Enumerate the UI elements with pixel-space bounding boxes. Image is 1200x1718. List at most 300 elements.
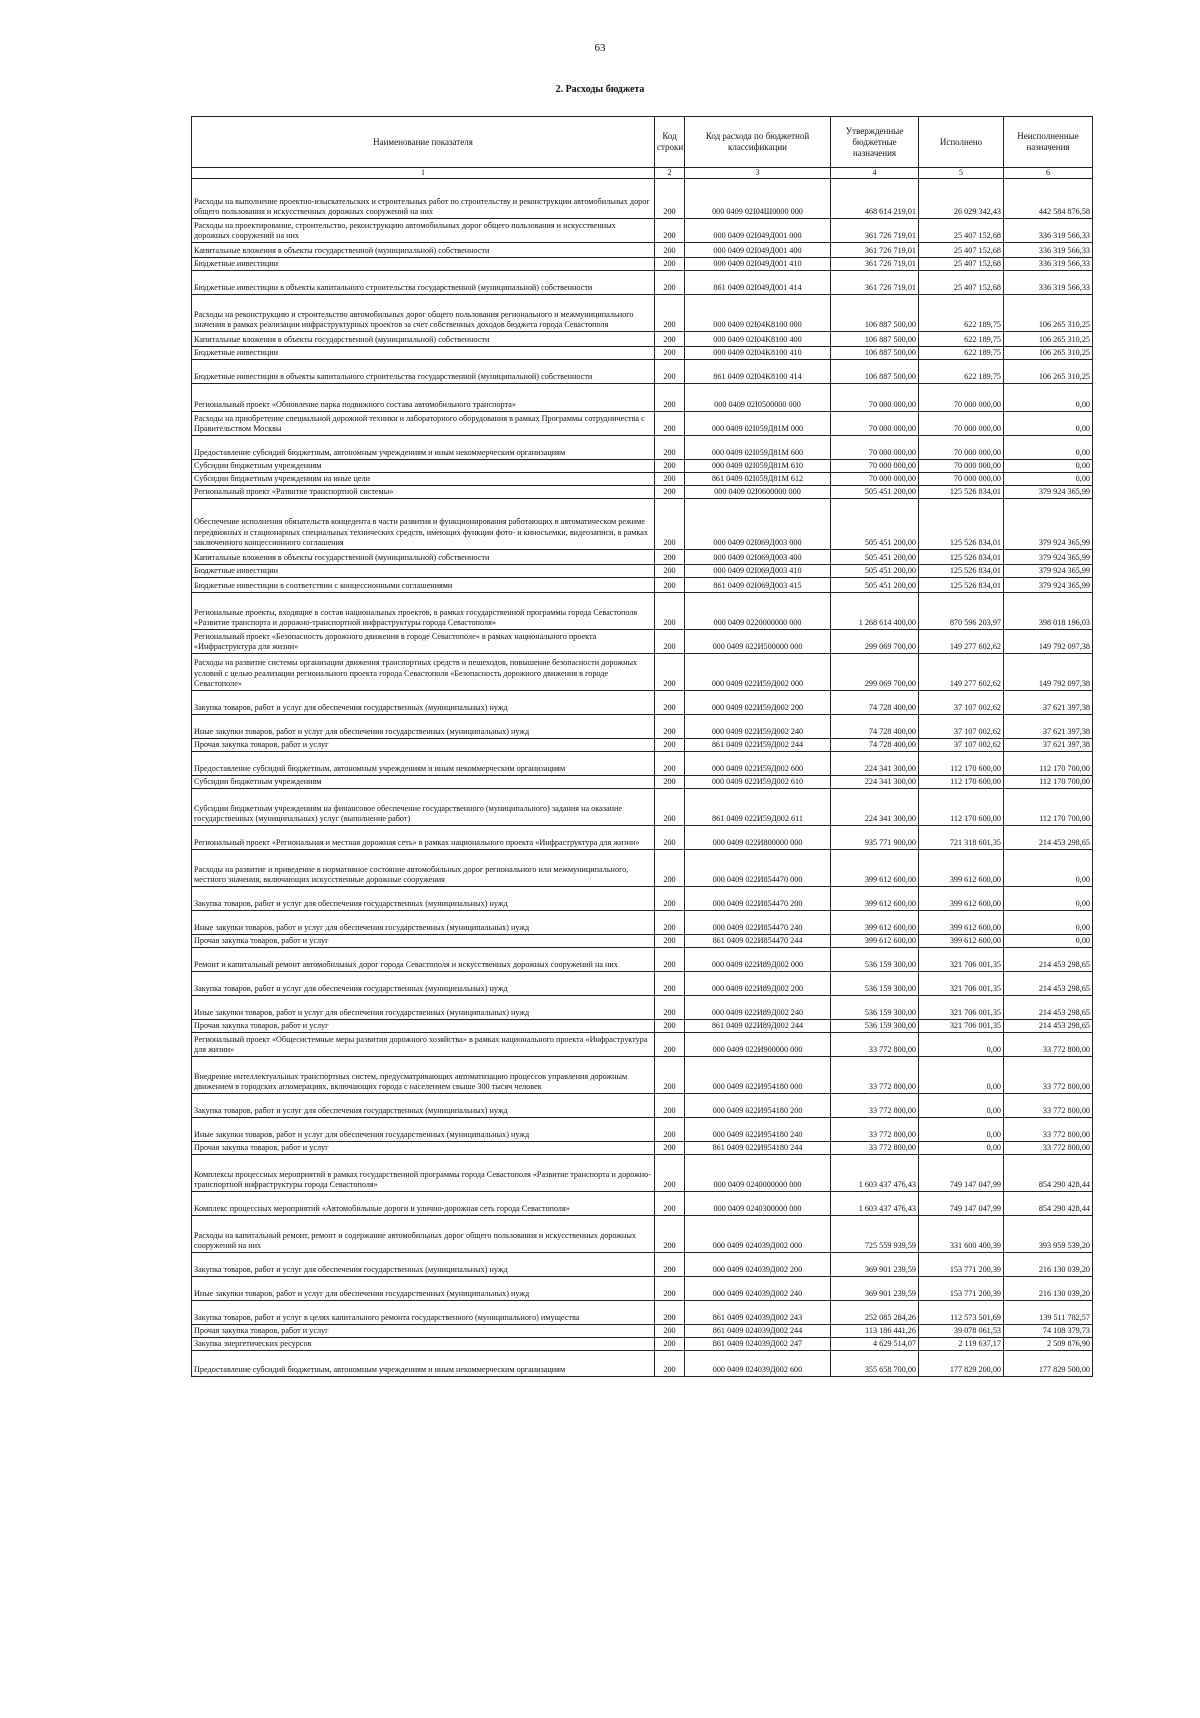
row-executed-amount: 0,00: [919, 1118, 1004, 1142]
row-classification-code: 000 0409 022И800000 000: [685, 826, 831, 850]
row-line-code: 200: [655, 1253, 685, 1277]
table-row: [192, 295, 1093, 332]
row-unexecuted-amount: 0,00: [1004, 935, 1093, 948]
row-name: Закупка товаров, работ и услуг для обеспечения государственных (муниципальных) нужд: [192, 887, 655, 911]
row-line-code: 200: [655, 715, 685, 739]
table-row: [192, 630, 1093, 654]
row-name: Прочая закупка товаров, работ и услуг: [192, 1142, 655, 1155]
row-classification-code: 000 0409 02I069Д003 400: [685, 550, 831, 565]
row-unexecuted-amount: 2 509 876,90: [1004, 1338, 1093, 1351]
row-unexecuted-amount: 398 018 196,03: [1004, 593, 1093, 630]
table-row: [192, 1155, 1093, 1192]
row-approved-amount: 505 451 200,00: [831, 499, 919, 550]
row-classification-code: 000 0409 02I04K8100 000: [685, 295, 831, 332]
row-unexecuted-amount: 0,00: [1004, 473, 1093, 486]
row-unexecuted-amount: 214 453 298,65: [1004, 972, 1093, 996]
row-line-code: 200: [655, 972, 685, 996]
row-name: Прочая закупка товаров, работ и услуг: [192, 739, 655, 752]
row-line-code: 200: [655, 295, 685, 332]
row-executed-amount: 70 000 000,00: [919, 412, 1004, 436]
row-name: Закупка товаров, работ и услуг для обеспечения государственных (муниципальных) нужд: [192, 691, 655, 715]
row-line-code: 200: [655, 1155, 685, 1192]
row-line-code: 200: [655, 258, 685, 271]
row-classification-code: 000 0409 022И59Д002 610: [685, 776, 831, 789]
row-unexecuted-amount: 854 290 428,44: [1004, 1155, 1093, 1192]
row-line-code: 200: [655, 1216, 685, 1253]
table-row: [192, 436, 1093, 460]
row-line-code: 200: [655, 948, 685, 972]
row-line-code: 200: [655, 752, 685, 776]
row-unexecuted-amount: 379 924 365,99: [1004, 578, 1093, 593]
row-executed-amount: 870 596 203,97: [919, 593, 1004, 630]
row-line-code: 200: [655, 1057, 685, 1094]
row-name: Региональный проект «Обновление парка подвижного состава автомобильного транспорта»: [192, 384, 655, 412]
row-line-code: 200: [655, 1094, 685, 1118]
column-number-row: [192, 168, 1093, 179]
row-line-code: 200: [655, 179, 685, 219]
row-classification-code: 000 0409 0240300000 000: [685, 1192, 831, 1216]
row-classification-code: 000 0409 02I04K8100 410: [685, 347, 831, 360]
row-approved-amount: 505 451 200,00: [831, 486, 919, 499]
row-name: Субсидии бюджетным учреждениям: [192, 460, 655, 473]
row-unexecuted-amount: 106 265 310,25: [1004, 360, 1093, 384]
row-executed-amount: 112 170 600,00: [919, 752, 1004, 776]
row-approved-amount: 113 186 441,26: [831, 1325, 919, 1338]
row-name: Закупка энергетических ресурсов: [192, 1338, 655, 1351]
budget-expenses-table: [191, 116, 1093, 1377]
row-approved-amount: 399 612 600,00: [831, 850, 919, 887]
row-executed-amount: 25 407 152,68: [919, 243, 1004, 258]
row-name: Обеспечение исполнения обязательств концедента в части развития и функционирования работающих в автоматическом режиме передвижных и стационарных специальных технических средств, имеющих функции фото- и киносъемки, видеозаписи, в рамках заключенного концессионного соглашения: [192, 499, 655, 550]
row-executed-amount: 399 612 600,00: [919, 935, 1004, 948]
row-classification-code: 000 0409 02I059Д81М 610: [685, 460, 831, 473]
row-executed-amount: 70 000 000,00: [919, 460, 1004, 473]
row-classification-code: 861 0409 024039Д002 247: [685, 1338, 831, 1351]
row-executed-amount: 749 147 047,99: [919, 1155, 1004, 1192]
row-executed-amount: 0,00: [919, 1033, 1004, 1057]
row-classification-code: 861 0409 02I059Д81М 612: [685, 473, 831, 486]
row-name: Закупка товаров, работ и услуг в целях капитального ремонта государственного (муниципального) имущества: [192, 1301, 655, 1325]
row-line-code: 200: [655, 436, 685, 460]
row-approved-amount: 106 887 500,00: [831, 347, 919, 360]
header-name: Наименование показателя: [192, 117, 655, 168]
row-line-code: 200: [655, 1192, 685, 1216]
row-executed-amount: 149 277 602,62: [919, 654, 1004, 691]
row-approved-amount: 536 159 300,00: [831, 948, 919, 972]
row-executed-amount: 622 189,75: [919, 360, 1004, 384]
row-executed-amount: 25 407 152,68: [919, 258, 1004, 271]
row-unexecuted-amount: 336 319 566,33: [1004, 258, 1093, 271]
table-row: [192, 473, 1093, 486]
row-name: Бюджетные инвестиции в объекты капитального строительства государственной (муниципальной) собственности: [192, 271, 655, 295]
row-executed-amount: 321 706 001,35: [919, 996, 1004, 1020]
row-executed-amount: 331 600 400,39: [919, 1216, 1004, 1253]
row-name: Прочая закупка товаров, работ и услуг: [192, 935, 655, 948]
table-row: [192, 752, 1093, 776]
header-executed: Исполнено: [919, 117, 1004, 168]
row-classification-code: 000 0409 02I069Д003 410: [685, 565, 831, 578]
row-executed-amount: 622 189,75: [919, 347, 1004, 360]
row-line-code: 200: [655, 486, 685, 499]
row-name: Закупка товаров, работ и услуг для обеспечения государственных (муниципальных) нужд: [192, 972, 655, 996]
row-name: Бюджетные инвестиции в объекты капитального строительства государственной (муниципальной) собственности: [192, 360, 655, 384]
row-executed-amount: 70 000 000,00: [919, 473, 1004, 486]
row-classification-code: 000 0409 022И59Д002 000: [685, 654, 831, 691]
row-approved-amount: 1 268 614 400,00: [831, 593, 919, 630]
row-approved-amount: 74 728 400,00: [831, 715, 919, 739]
row-line-code: 200: [655, 1325, 685, 1338]
row-name: Предоставление субсидий бюджетным, автономным учреждениям и иным некоммерческим организациям: [192, 1351, 655, 1377]
row-line-code: 200: [655, 1338, 685, 1351]
row-unexecuted-amount: 106 265 310,25: [1004, 347, 1093, 360]
table-row: [192, 1338, 1093, 1351]
row-classification-code: 000 0409 022И59Д002 240: [685, 715, 831, 739]
row-line-code: 200: [655, 271, 685, 295]
row-name: Расходы на реконструкцию и строительство автомобильных дорог общего пользования регионального и межмуниципального значения в рамках реализации инфраструктурных проектов за счет собственных доходов бюджета города Севастополя: [192, 295, 655, 332]
row-name: Закупка товаров, работ и услуг для обеспечения государственных (муниципальных) нужд: [192, 1253, 655, 1277]
row-name: Иные закупки товаров, работ и услуг для обеспечения государственных (муниципальных) нужд: [192, 1118, 655, 1142]
table-row: [192, 499, 1093, 550]
column-number: 3: [685, 168, 831, 179]
row-approved-amount: 468 614 219,01: [831, 179, 919, 219]
row-classification-code: 000 0409 022И854470 000: [685, 850, 831, 887]
row-classification-code: 000 0409 022И854470 240: [685, 911, 831, 935]
row-line-code: 200: [655, 935, 685, 948]
table-row: [192, 911, 1093, 935]
row-line-code: 200: [655, 347, 685, 360]
row-unexecuted-amount: 33 772 800,00: [1004, 1033, 1093, 1057]
row-classification-code: 000 0409 02I049Д001 000: [685, 219, 831, 243]
row-executed-amount: 399 612 600,00: [919, 911, 1004, 935]
row-approved-amount: 224 341 300,00: [831, 776, 919, 789]
row-name: Иные закупки товаров, работ и услуг для обеспечения государственных (муниципальных) нужд: [192, 1277, 655, 1301]
row-line-code: 200: [655, 826, 685, 850]
row-classification-code: 000 0409 02I049Д001 400: [685, 243, 831, 258]
row-name: Комплекс процессных мероприятий «Автомобильные дороги и улично-дорожная сеть города Севастополя»: [192, 1192, 655, 1216]
row-executed-amount: 0,00: [919, 1094, 1004, 1118]
table-row: [192, 550, 1093, 565]
row-line-code: 200: [655, 565, 685, 578]
row-approved-amount: 536 159 300,00: [831, 996, 919, 1020]
row-unexecuted-amount: 112 170 700,00: [1004, 789, 1093, 826]
row-unexecuted-amount: 854 290 428,44: [1004, 1192, 1093, 1216]
row-unexecuted-amount: 0,00: [1004, 384, 1093, 412]
row-approved-amount: 70 000 000,00: [831, 436, 919, 460]
row-executed-amount: 399 612 600,00: [919, 887, 1004, 911]
row-name: Капитальные вложения в объекты государственной (муниципальной) собственности: [192, 243, 655, 258]
row-approved-amount: 33 772 800,00: [831, 1142, 919, 1155]
row-classification-code: 000 0409 022И500000 000: [685, 630, 831, 654]
row-approved-amount: 505 451 200,00: [831, 550, 919, 565]
row-name: Региональный проект «Общесистемные меры развития дорожного хозяйства» в рамках национального проекта «Инфраструктура для жизни»: [192, 1033, 655, 1057]
row-line-code: 200: [655, 384, 685, 412]
row-name: Капитальные вложения в объекты государственной (муниципальной) собственности: [192, 332, 655, 347]
row-executed-amount: 70 000 000,00: [919, 436, 1004, 460]
section-title: 2. Расходы бюджета: [555, 84, 645, 95]
row-approved-amount: 399 612 600,00: [831, 911, 919, 935]
row-name: Региональный проект «Развитие транспортной системы»: [192, 486, 655, 499]
row-unexecuted-amount: 106 265 310,25: [1004, 295, 1093, 332]
page-number: 63: [594, 42, 606, 54]
row-name: Бюджетные инвестиции: [192, 565, 655, 578]
row-name: Прочая закупка товаров, работ и услуг: [192, 1325, 655, 1338]
row-classification-code: 000 0409 02I069Д003 000: [685, 499, 831, 550]
table-row: [192, 347, 1093, 360]
row-classification-code: 000 0409 022И900000 000: [685, 1033, 831, 1057]
row-approved-amount: 935 771 900,00: [831, 826, 919, 850]
row-unexecuted-amount: 112 170 700,00: [1004, 776, 1093, 789]
row-line-code: 200: [655, 996, 685, 1020]
row-executed-amount: 112 170 600,00: [919, 789, 1004, 826]
row-executed-amount: 321 706 001,35: [919, 948, 1004, 972]
row-line-code: 200: [655, 593, 685, 630]
row-executed-amount: 70 000 000,00: [919, 384, 1004, 412]
row-name: Закупка товаров, работ и услуг для обеспечения государственных (муниципальных) нужд: [192, 1094, 655, 1118]
row-name: Бюджетные инвестиции: [192, 347, 655, 360]
table-row: [192, 1142, 1093, 1155]
row-name: Предоставление субсидий бюджетным, автономным учреждениям и иным некоммерческим организациям: [192, 436, 655, 460]
row-line-code: 200: [655, 776, 685, 789]
row-line-code: 200: [655, 1033, 685, 1057]
table-row: [192, 1118, 1093, 1142]
header-approved: Утвержденные бюджетные назначения: [831, 117, 919, 168]
row-classification-code: 000 0409 02I059Д81М 600: [685, 436, 831, 460]
row-name: Иные закупки товаров, работ и услуг для обеспечения государственных (муниципальных) нужд: [192, 715, 655, 739]
row-unexecuted-amount: 74 108 379,73: [1004, 1325, 1093, 1338]
row-approved-amount: 361 726 719,01: [831, 271, 919, 295]
row-name: Региональный проект «Безопасность дорожного движения в городе Севастополе» в рамках национального проекта «Инфраструктура для жизни»: [192, 630, 655, 654]
row-classification-code: 861 0409 022И89Д002 244: [685, 1020, 831, 1033]
row-name: Комплексы процессных мероприятий в рамках государственной программы города Севастополя «Развитие транспорта и дорожно-транспортной инфраструктуры города Севастополя»: [192, 1155, 655, 1192]
row-name: Региональный проект «Региональная и местная дорожная сеть» в рамках национального проекта «Инфраструктура для жизни»: [192, 826, 655, 850]
row-classification-code: 000 0409 022И854470 200: [685, 887, 831, 911]
row-approved-amount: 74 728 400,00: [831, 691, 919, 715]
table-row: [192, 219, 1093, 243]
row-executed-amount: 0,00: [919, 1142, 1004, 1155]
row-line-code: 200: [655, 630, 685, 654]
column-number: 2: [655, 168, 685, 179]
header-classification: Код расхода по бюджетной классификации: [685, 117, 831, 168]
table-row: [192, 460, 1093, 473]
table-row: [192, 1020, 1093, 1033]
row-approved-amount: 505 451 200,00: [831, 565, 919, 578]
row-unexecuted-amount: 0,00: [1004, 412, 1093, 436]
column-number: 5: [919, 168, 1004, 179]
row-classification-code: 000 0409 022И954180 240: [685, 1118, 831, 1142]
row-unexecuted-amount: 336 319 566,33: [1004, 271, 1093, 295]
row-approved-amount: 361 726 719,01: [831, 243, 919, 258]
row-line-code: 200: [655, 578, 685, 593]
row-line-code: 200: [655, 1118, 685, 1142]
row-line-code: 200: [655, 332, 685, 347]
row-unexecuted-amount: 216 130 039,20: [1004, 1277, 1093, 1301]
table-row: [192, 935, 1093, 948]
table-row: [192, 271, 1093, 295]
column-number: 6: [1004, 168, 1093, 179]
row-line-code: 200: [655, 911, 685, 935]
row-approved-amount: 299 069 700,00: [831, 630, 919, 654]
row-unexecuted-amount: 149 792 097,38: [1004, 654, 1093, 691]
row-approved-amount: 4 629 514,07: [831, 1338, 919, 1351]
row-classification-code: 000 0409 022И954180 200: [685, 1094, 831, 1118]
row-name: Расходы на капитальный ремонт, ремонт и содержание автомобильных дорог общего пользования и искусственных дорожных сооружений на них: [192, 1216, 655, 1253]
header-line-code: Код строки: [655, 117, 685, 168]
row-approved-amount: 224 341 300,00: [831, 789, 919, 826]
row-approved-amount: 369 901 239,59: [831, 1277, 919, 1301]
row-approved-amount: 70 000 000,00: [831, 460, 919, 473]
row-name: Иные закупки товаров, работ и услуг для обеспечения государственных (муниципальных) нужд: [192, 996, 655, 1020]
row-executed-amount: 125 526 834,01: [919, 550, 1004, 565]
table-row: [192, 948, 1093, 972]
table-row: [192, 565, 1093, 578]
table-row: [192, 826, 1093, 850]
row-line-code: 200: [655, 499, 685, 550]
row-approved-amount: 33 772 800,00: [831, 1033, 919, 1057]
row-name: Внедрение интеллектуальных транспортных систем, предусматривающих автоматизацию процессов управления дорожным движением в городских агломерациях, включающих города с населением свыше 300 тысяч человек: [192, 1057, 655, 1094]
row-approved-amount: 224 341 300,00: [831, 752, 919, 776]
row-executed-amount: 39 078 061,53: [919, 1325, 1004, 1338]
row-unexecuted-amount: 336 319 566,33: [1004, 243, 1093, 258]
row-executed-amount: 622 189,75: [919, 295, 1004, 332]
row-classification-code: 861 0409 022И854470 244: [685, 935, 831, 948]
row-approved-amount: 74 728 400,00: [831, 739, 919, 752]
table-row: [192, 1253, 1093, 1277]
row-line-code: 200: [655, 550, 685, 565]
row-executed-amount: 112 170 600,00: [919, 776, 1004, 789]
row-classification-code: 000 0409 02I049Д001 410: [685, 258, 831, 271]
row-approved-amount: 33 772 800,00: [831, 1118, 919, 1142]
row-executed-amount: 125 526 834,01: [919, 578, 1004, 593]
row-approved-amount: 106 887 500,00: [831, 295, 919, 332]
row-unexecuted-amount: 216 130 039,20: [1004, 1253, 1093, 1277]
table-row: [192, 332, 1093, 347]
row-classification-code: 861 0409 022И954180 244: [685, 1142, 831, 1155]
row-classification-code: 861 0409 024039Д002 244: [685, 1325, 831, 1338]
row-name: Расходы на развитие и приведение в нормативное состояние автомобильных дорог регионального или межмуниципального, местного значения, включающих искусственные дорожные сооружения: [192, 850, 655, 887]
row-approved-amount: 299 069 700,00: [831, 654, 919, 691]
row-line-code: 200: [655, 243, 685, 258]
row-unexecuted-amount: 106 265 310,25: [1004, 332, 1093, 347]
header-unexecuted: Неисполненные назначения: [1004, 117, 1093, 168]
row-executed-amount: 112 573 501,69: [919, 1301, 1004, 1325]
row-unexecuted-amount: 393 959 539,20: [1004, 1216, 1093, 1253]
row-executed-amount: 2 119 637,17: [919, 1338, 1004, 1351]
row-unexecuted-amount: 214 453 298,65: [1004, 996, 1093, 1020]
row-name: Субсидии бюджетным учреждениям: [192, 776, 655, 789]
row-classification-code: 861 0409 024039Д002 243: [685, 1301, 831, 1325]
row-approved-amount: 33 772 800,00: [831, 1057, 919, 1094]
row-unexecuted-amount: 379 924 365,99: [1004, 550, 1093, 565]
row-approved-amount: 355 658 700,00: [831, 1351, 919, 1377]
row-classification-code: 861 0409 02I069Д003 415: [685, 578, 831, 593]
row-line-code: 200: [655, 219, 685, 243]
row-line-code: 200: [655, 887, 685, 911]
row-executed-amount: 37 107 002,62: [919, 739, 1004, 752]
table-row: [192, 179, 1093, 219]
table-row: [192, 996, 1093, 1020]
row-approved-amount: 106 887 500,00: [831, 332, 919, 347]
table-row: [192, 850, 1093, 887]
row-name: Бюджетные инвестиции: [192, 258, 655, 271]
row-line-code: 200: [655, 460, 685, 473]
row-classification-code: 000 0409 022И89Д002 240: [685, 996, 831, 1020]
row-unexecuted-amount: 0,00: [1004, 850, 1093, 887]
row-unexecuted-amount: 149 792 097,38: [1004, 630, 1093, 654]
table-row: [192, 887, 1093, 911]
row-line-code: 200: [655, 691, 685, 715]
row-executed-amount: 622 189,75: [919, 332, 1004, 347]
row-classification-code: 000 0409 02I0600000 000: [685, 486, 831, 499]
row-name: Иные закупки товаров, работ и услуг для обеспечения государственных (муниципальных) нужд: [192, 911, 655, 935]
row-name: Расходы на выполнение проектно-изыскательских и строительных работ по строительству и реконструкции автомобильных дорог общего пользования и искусственных дорожных сооружений на них: [192, 179, 655, 219]
row-executed-amount: 0,00: [919, 1057, 1004, 1094]
row-unexecuted-amount: 0,00: [1004, 436, 1093, 460]
row-approved-amount: 70 000 000,00: [831, 384, 919, 412]
row-name: Ремонт и капитальный ремонт автомобильных дорог города Севастополя и искусственных дорожных сооружений на них: [192, 948, 655, 972]
table-row: [192, 1301, 1093, 1325]
row-approved-amount: 369 901 239,59: [831, 1253, 919, 1277]
row-unexecuted-amount: 37 621 397,38: [1004, 691, 1093, 715]
row-unexecuted-amount: 177 829 500,00: [1004, 1351, 1093, 1377]
table-row: [192, 1057, 1093, 1094]
row-line-code: 200: [655, 1301, 685, 1325]
row-executed-amount: 125 526 834,01: [919, 565, 1004, 578]
row-unexecuted-amount: 336 319 566,33: [1004, 219, 1093, 243]
row-unexecuted-amount: 112 170 700,00: [1004, 752, 1093, 776]
row-classification-code: 000 0409 02I059Д81М 000: [685, 412, 831, 436]
row-executed-amount: 721 318 601,35: [919, 826, 1004, 850]
row-unexecuted-amount: 33 772 800,00: [1004, 1094, 1093, 1118]
table-row: [192, 593, 1093, 630]
table-row: [192, 258, 1093, 271]
row-approved-amount: 70 000 000,00: [831, 412, 919, 436]
row-classification-code: 000 0409 022И89Д002 000: [685, 948, 831, 972]
row-unexecuted-amount: 33 772 800,00: [1004, 1142, 1093, 1155]
row-approved-amount: 536 159 300,00: [831, 1020, 919, 1033]
column-number: 4: [831, 168, 919, 179]
row-line-code: 200: [655, 850, 685, 887]
row-classification-code: 861 0409 022И59Д002 611: [685, 789, 831, 826]
table-row: [192, 789, 1093, 826]
row-classification-code: 000 0409 024039Д002 240: [685, 1277, 831, 1301]
row-unexecuted-amount: 37 621 397,38: [1004, 739, 1093, 752]
row-unexecuted-amount: 214 453 298,65: [1004, 1020, 1093, 1033]
row-classification-code: 000 0409 0220000000 000: [685, 593, 831, 630]
row-line-code: 200: [655, 360, 685, 384]
table-row: [192, 654, 1093, 691]
row-name: Расходы на приобретение специальной дорожной техники и лабораторного оборудования в рамках Программы сотрудничества с Правительством Москвы: [192, 412, 655, 436]
row-approved-amount: 70 000 000,00: [831, 473, 919, 486]
table-row: [192, 1094, 1093, 1118]
row-approved-amount: 1 603 437 476,43: [831, 1155, 919, 1192]
row-unexecuted-amount: 33 772 800,00: [1004, 1118, 1093, 1142]
table-row: [192, 412, 1093, 436]
row-line-code: 200: [655, 789, 685, 826]
row-line-code: 200: [655, 654, 685, 691]
row-executed-amount: 321 706 001,35: [919, 972, 1004, 996]
row-classification-code: 000 0409 022И89Д002 200: [685, 972, 831, 996]
row-executed-amount: 26 029 342,43: [919, 179, 1004, 219]
row-approved-amount: 399 612 600,00: [831, 935, 919, 948]
row-name: Субсидии бюджетным учреждениям на финансовое обеспечение государственного (муниципального) задания на оказание государственных (муниципальных) услуг (выполнение работ): [192, 789, 655, 826]
row-executed-amount: 177 829 200,00: [919, 1351, 1004, 1377]
table-row: [192, 1033, 1093, 1057]
row-unexecuted-amount: 442 584 876,58: [1004, 179, 1093, 219]
row-executed-amount: 149 277 602,62: [919, 630, 1004, 654]
row-unexecuted-amount: 33 772 800,00: [1004, 1057, 1093, 1094]
row-executed-amount: 321 706 001,35: [919, 1020, 1004, 1033]
row-line-code: 200: [655, 412, 685, 436]
